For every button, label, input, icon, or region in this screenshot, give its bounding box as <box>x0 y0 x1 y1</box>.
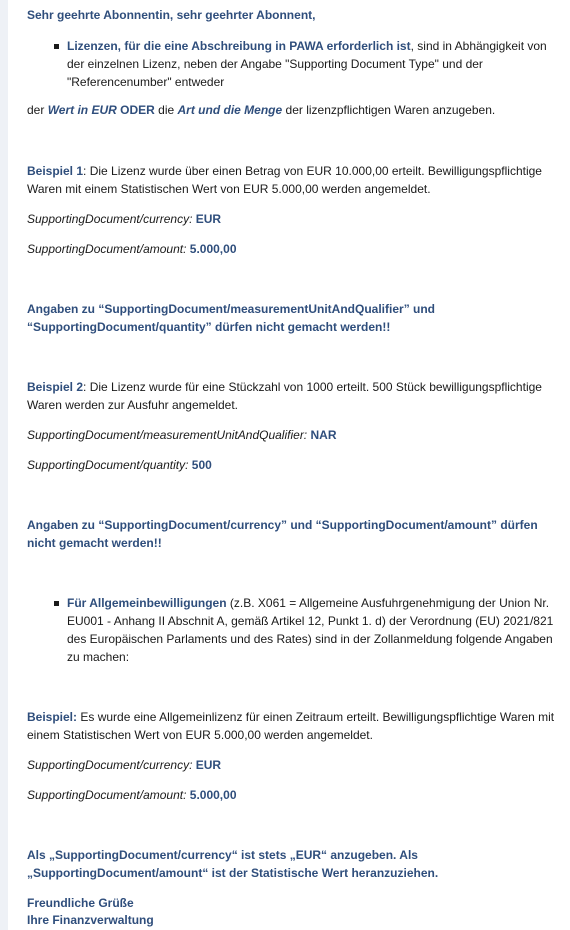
example-3-text-2: einem Statistischen Wert von EUR 5.000,00 werden angemeldet. <box>27 728 373 742</box>
example-1-note-1: Angaben zu “SupportingDocument/measurementUnitAndQualifier” und <box>27 302 436 316</box>
example-3-label: Beispiel: <box>27 710 78 724</box>
example-3-field-currency: SupportingDocument/currency: EUR <box>27 758 222 772</box>
bullet-general-lead: Für Allgemeinbewilligungen <box>67 596 227 610</box>
bullet-general-text-2: EU001 - Anhang II Abschnit A, gemäß Artikel 12, Punkt 1. d) der Verordnung (EU) 2021/821 <box>67 614 554 628</box>
bullet-licenses-lead: Lizenzen, für die eine Abschreibung in PAWA erforderlich ist <box>67 39 411 53</box>
bullet-icon <box>54 44 59 49</box>
closing-sender: Ihre Finanzverwaltung <box>27 913 154 927</box>
greeting: Sehr geehrte Abonnentin, sehr geehrter Abonnent, <box>27 8 316 22</box>
example-2-field-unit: SupportingDocument/measurementUnitAndQualifier: NAR <box>27 428 337 442</box>
example-1-label: Beispiel 1 <box>27 164 84 178</box>
final-note-1: Als „SupportingDocument/currency“ ist stets „EUR“ anzugeben. Als <box>27 848 418 862</box>
value-in-eur: Wert in EUR <box>47 103 117 117</box>
example-2-field-quantity: SupportingDocument/quantity: 500 <box>27 458 212 472</box>
either-sentence: der Wert in EUR ODER die Art und die Menge der lizenzpflichtigen Waren anzugeben. <box>27 103 496 117</box>
example-2-note-1: Angaben zu “SupportingDocument/currency” und “SupportingDocument/amount” dürfen <box>27 518 538 532</box>
bullet-licenses-text-3: "Referencenumber" entweder <box>67 75 225 89</box>
type-and-quantity: Art und die Menge <box>177 103 283 117</box>
example-2-label: Beispiel 2 <box>27 380 84 394</box>
bullet-licenses <box>67 37 557 91</box>
bullet-general-text-3: des Europäischen Parlaments und des Rates) sind in der Zollanmeldung folgende Angaben <box>67 632 553 646</box>
closing-greeting: Freundliche Grüße <box>27 896 134 910</box>
example-1-field-currency: SupportingDocument/currency: EUR <box>27 212 222 226</box>
bullet-general-licenses: Für Allgemeinbewilligungen (z.B. X061 = Allgemeine Ausfuhrgenehmigung der Union Nr. EU001 - Anhang II Abschnit A, gemäß Artikel 12, Punkt 1. d) der Verordnung (EU) 2021/821 des Europäischen Parlaments und des Rates) sind in der Zollanmeldung folgende Angaben zu machen: <box>67 594 557 666</box>
left-rail <box>0 0 8 930</box>
bullet-general-text-4: zu machen: <box>67 650 130 664</box>
example-1-note-2: “SupportingDocument/quantity” dürfen nicht gemacht werden!! <box>27 320 391 334</box>
example-2-text-1: Beispiel 2: Die Lizenz wurde für eine Stückzahl von 1000 erteilt. 500 Stück bewilligungspflichtige <box>27 380 542 394</box>
bullet-icon <box>54 601 59 606</box>
example-3-field-amount: SupportingDocument/amount: 5.000,00 <box>27 788 237 802</box>
example-1-field-amount: SupportingDocument/amount: 5.000,00 <box>27 242 237 256</box>
example-2-text-2: Waren werden zur Ausfuhr angemeldet. <box>27 398 239 412</box>
example-3-text-1: Beispiel: Es wurde eine Allgemeinlizenz für einen Zeitraum erteilt. Bewilligungspflichtige Waren mit <box>27 710 555 724</box>
example-2-note-2: nicht gemacht werden!! <box>27 536 162 550</box>
example-1-text-2: Waren mit einem Statistischen Wert von EUR 5.000,00 werden angemeldet. <box>27 182 431 196</box>
example-1-text-1: Beispiel 1: Die Lizenz wurde über einen Betrag von EUR 10.000,00 erteilt. Bewilligungspflichtige <box>27 164 542 178</box>
or-keyword: ODER <box>116 103 155 117</box>
bullet-licenses-text-1: , sind in Abhängigkeit von <box>410 39 547 53</box>
bullet-licenses-text-2: der einzelnen Lizenz, neben der Angabe "Supporting Document Type" und der <box>67 57 483 71</box>
final-note-2: „SupportingDocument/amount“ ist der Statistische Wert heranzuziehen. <box>27 866 439 880</box>
